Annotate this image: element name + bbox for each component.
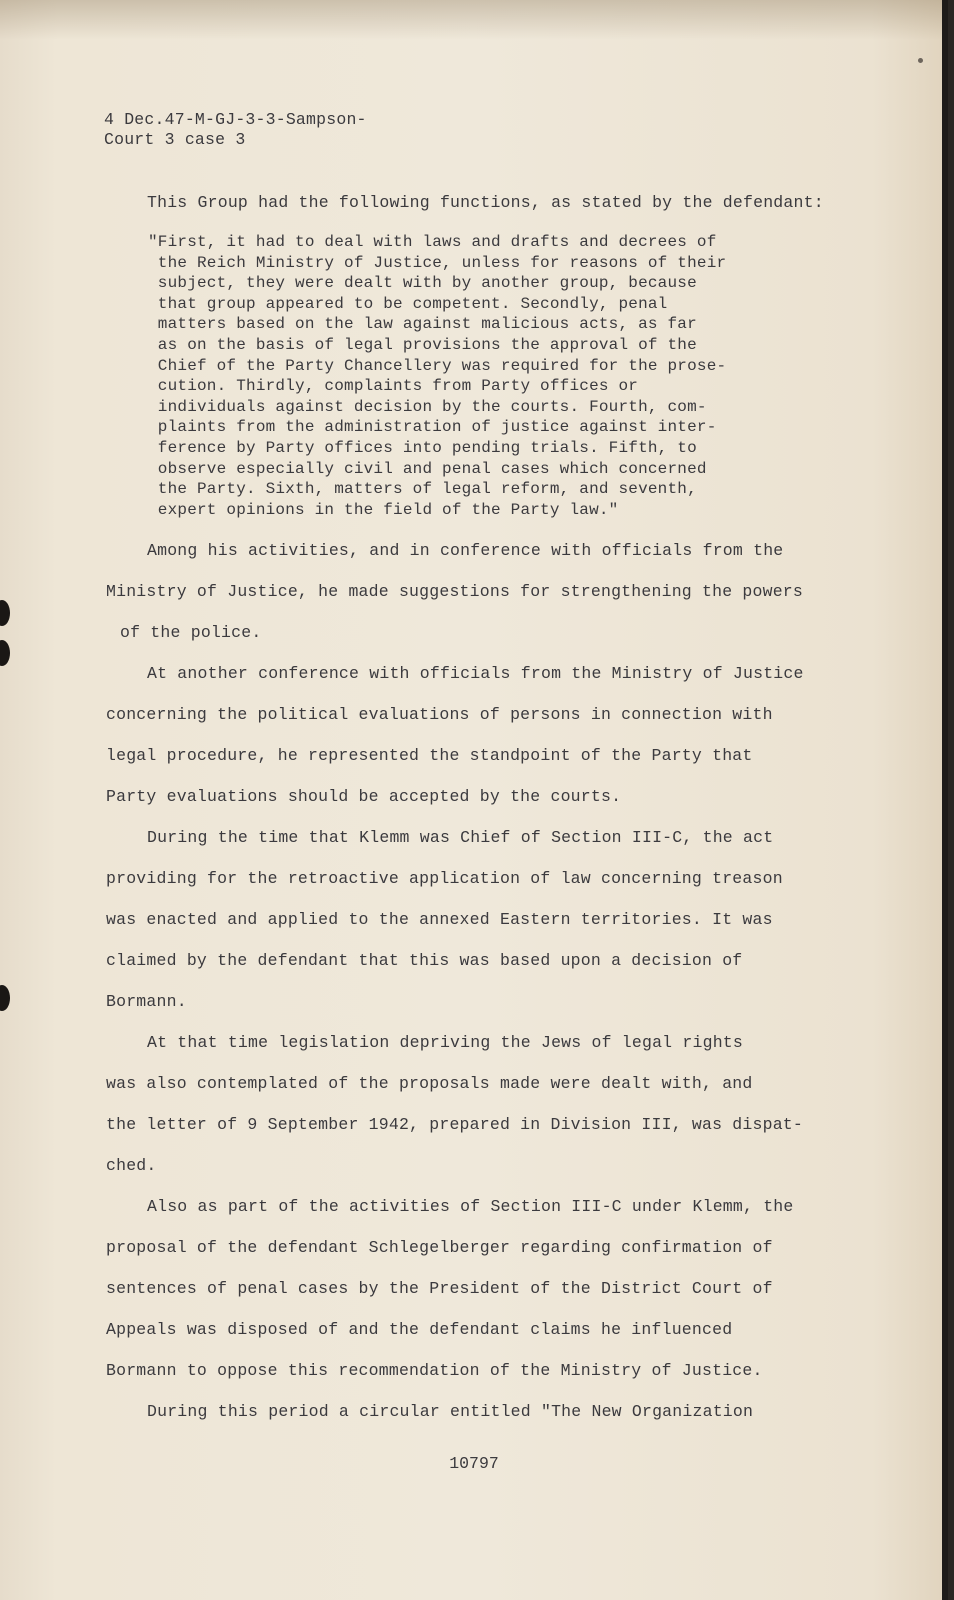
paper-speck <box>918 58 923 63</box>
body-line: Bormann to oppose this recommendation of the Ministry of Justice. <box>106 1361 763 1380</box>
quote-line: subject, they were dealt with by another group, because <box>148 274 697 293</box>
quote-line: "First, it had to deal with laws and drafts and decrees of <box>148 233 717 251</box>
body-line: Also as part of the activities of Section III-C under Klemm, the <box>147 1197 794 1216</box>
header-line-1: 4 Dec.47-M-GJ-3-3-Sampson- <box>104 110 367 129</box>
body-line: Appeals was disposed of and the defendant claims he influenced <box>106 1320 733 1339</box>
quote-line: observe especially civil and penal cases which concerned <box>148 459 707 478</box>
quote-line: cution. Thirdly, complaints from Party offices or <box>148 377 639 396</box>
body-line: ched. <box>106 1156 157 1175</box>
body-line: was also contemplated of the proposals made were dealt with, and <box>106 1074 753 1093</box>
quote-line: Chief of the Party Chancellery was required for the prose- <box>148 356 727 375</box>
page-number: 10797 <box>449 1454 499 1473</box>
body-line: Ministry of Justice, he made suggestions for strengthening the powers <box>106 582 804 601</box>
body-line: At that time legislation depriving the Jews of legal rights <box>147 1033 743 1052</box>
body-line: Party evaluations should be accepted by the courts. <box>106 787 622 806</box>
quote-line: expert opinions in the field of the Party law." <box>148 500 619 519</box>
body-line: During this period a circular entitled "The New Organization <box>147 1402 754 1421</box>
body-line: claimed by the defendant that this was based upon a decision of <box>106 951 743 970</box>
quote-line: that group appeared to be competent. Secondly, penal <box>148 294 668 313</box>
quote-line: the Party. Sixth, matters of legal reform, and seventh, <box>148 480 697 499</box>
page-edge <box>942 0 948 1600</box>
punch-hole <box>0 600 10 626</box>
quote-line: ference by Party offices into pending trials. Fifth, to <box>148 438 697 457</box>
body-line: Among his activities, and in conference with officials from the <box>147 541 784 560</box>
quote-line: individuals against decision by the courts. Fourth, com- <box>148 397 707 416</box>
body-line: sentences of penal cases by the President of the District Court of <box>106 1279 773 1298</box>
body-line: proposal of the defendant Schlegelberger regarding confirmation of <box>106 1238 773 1257</box>
body-line: of the police. <box>120 623 262 642</box>
quote-line: matters based on the law against malicious acts, as far <box>148 315 697 334</box>
header-line-2: Court 3 case 3 <box>104 130 246 149</box>
body-line: Bormann. <box>106 992 187 1011</box>
quoted-block <box>148 232 726 520</box>
punch-hole <box>0 985 10 1011</box>
quote-line: the Reich Ministry of Justice, unless for reasons of their <box>148 253 727 272</box>
body-line: At another conference with officials from the Ministry of Justice <box>147 664 804 683</box>
document-header <box>104 110 367 150</box>
quote-line: as on the basis of legal provisions the approval of the <box>148 335 697 354</box>
body-line: concerning the political evaluations of persons in connection with <box>106 705 773 724</box>
body-line: the letter of 9 September 1942, prepared in Division III, was dispat- <box>106 1115 804 1134</box>
quote-line: plaints from the administration of justice against inter- <box>148 418 717 437</box>
body-line: During the time that Klemm was Chief of Section III-C, the act <box>147 828 774 847</box>
intro-paragraph: This Group had the following functions, as stated by the defendant: <box>147 193 824 212</box>
punch-hole <box>0 640 10 666</box>
body-line: was enacted and applied to the annexed Eastern territories. It was <box>106 910 773 929</box>
body-line: legal procedure, he represented the standpoint of the Party that <box>106 746 753 765</box>
body-line: providing for the retroactive application of law concerning treason <box>106 869 783 888</box>
